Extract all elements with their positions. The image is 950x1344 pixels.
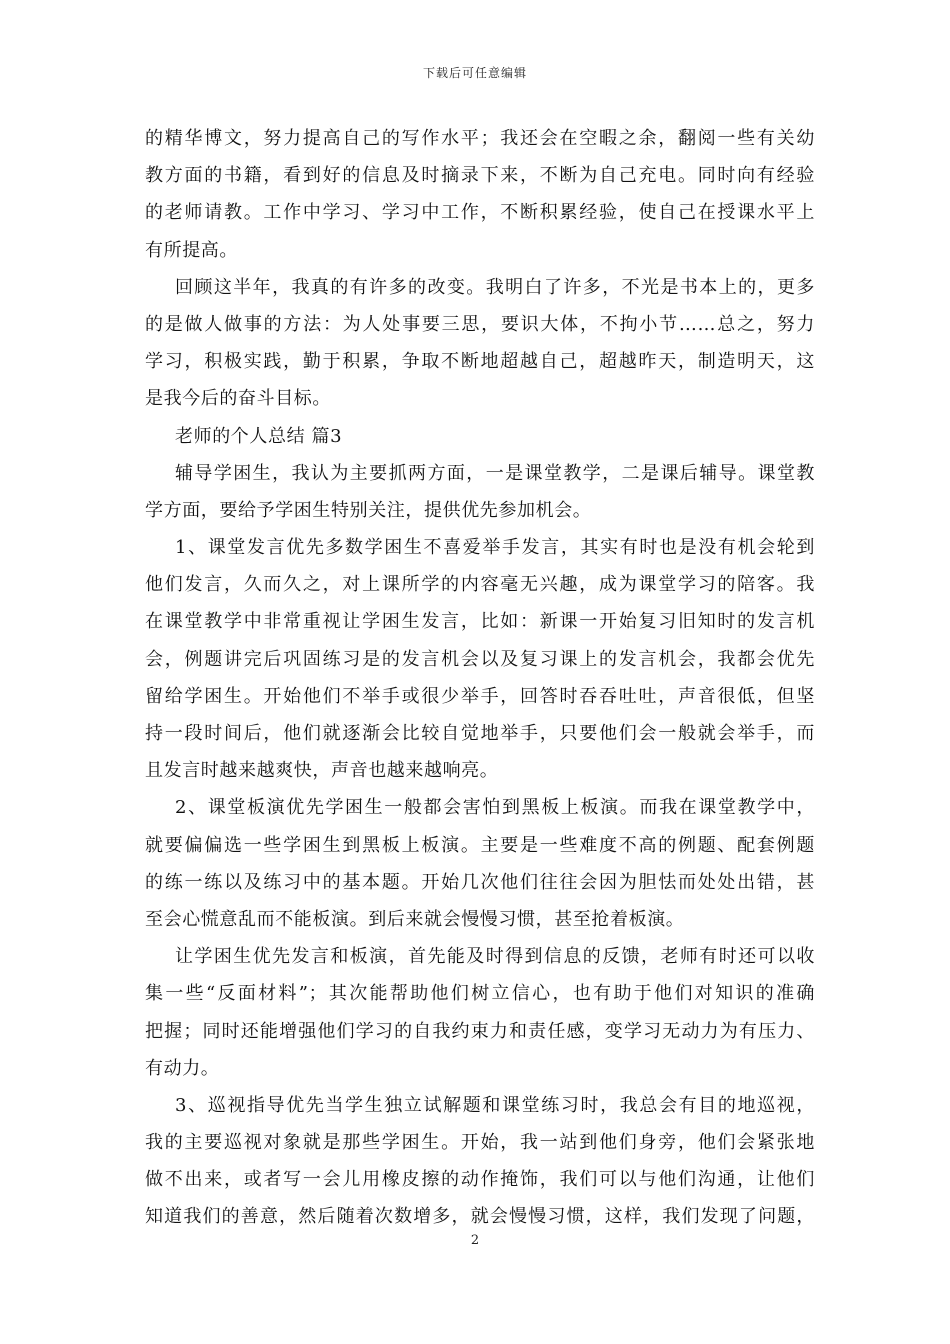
text-line: 集一些“反面材料”；其次能帮助他们树立信心，也有助于他们对知识的准确 xyxy=(145,983,815,1005)
text-line: 的练一练以及练习中的基本题。开始几次他们往往会因为胆怯而处处出错，甚 xyxy=(145,871,815,893)
text-line: 做不出来，或者写一会儿用橡皮擦的动作掩饰，我们可以与他们沟通，让他们 xyxy=(145,1169,815,1191)
text-line: 2、课堂板演优先学困生一般都会害怕到黑板上板演。而我在课堂教学中， xyxy=(175,797,815,819)
document-body xyxy=(145,120,815,1236)
text-line: 老师的个人总结 篇3 xyxy=(175,425,343,447)
text-line: 知道我们的善意，然后随着次数增多，就会慢慢习惯，这样，我们发现了问题， xyxy=(145,1206,815,1228)
text-line: 会，例题讲完后巩固练习是的发言机会以及复习课上的发言机会，我都会优先 xyxy=(145,648,815,670)
text-line: 我的主要巡视对象就是那些学困生。开始，我一站到他们身旁，他们会紧张地 xyxy=(145,1132,815,1154)
text-line: 就要偏偏选一些学困生到黑板上板演。主要是一些难度不高的例题、配套例题 xyxy=(145,834,815,856)
text-line: 有所提高。 xyxy=(145,239,238,261)
text-line: 1、课堂发言优先多数学困生不喜爱举手发言，其实有时也是没有机会轮到 xyxy=(175,537,815,559)
text-line: 辅导学困生，我认为主要抓两方面，一是课堂教学，二是课后辅导。课堂教 xyxy=(175,462,815,484)
text-line: 且发言时越来越爽快，声音也越来越响亮。 xyxy=(145,760,499,782)
text-line: 他们发言，久而久之，对上课所学的内容毫无兴趣，成为课堂学习的陪客。我 xyxy=(145,574,815,596)
text-line: 回顾这半年，我真的有许多的改变。我明白了许多，不光是书本上的，更多 xyxy=(175,276,815,298)
page-header: 下载后可任意编辑 xyxy=(422,66,527,80)
text-line: 有动力。 xyxy=(145,1057,220,1079)
text-line: 把握；同时还能增强他们学习的自我约束力和责任感，变学习无动力为有压力、 xyxy=(145,1020,815,1042)
text-line: 的老师请教。工作中学习、学习中工作，不断积累经验，使自己在授课水平上 xyxy=(145,202,815,224)
text-line: 学习，积极实践，勤于积累，争取不断地超越自己，超越昨天，制造明天，这 xyxy=(145,351,815,373)
text-line: 让学困生优先发言和板演，首先能及时得到信息的反馈，老师有时还可以收 xyxy=(175,946,815,968)
text-line: 留给学困生。开始他们不举手或很少举手，回答时吞吞吐吐，声音很低，但坚 xyxy=(145,685,815,707)
text-line: 学方面，要给予学困生特别关注，提供优先参加机会。 xyxy=(145,499,592,521)
text-line: 教方面的书籍，看到好的信息及时摘录下来，不断为自己充电。同时向有经验 xyxy=(145,165,815,187)
text-line: 是我今后的奋斗目标。 xyxy=(145,388,331,410)
text-line: 的精华博文，努力提高自己的写作水平；我还会在空暇之余，翻阅一些有关幼 xyxy=(145,128,815,149)
text-line: 3、巡视指导优先当学生独立试解题和课堂练习时，我总会有目的地巡视， xyxy=(175,1094,815,1116)
text-line: 至会心慌意乱而不能板演。到后来就会慢慢习惯，甚至抢着板演。 xyxy=(145,908,685,930)
text-line: 在课堂教学中非常重视让学困生发言，比如：新课一开始复习旧知时的发言机 xyxy=(145,611,815,633)
page-number: 2 xyxy=(470,1233,480,1248)
text-line: 持一段时间后，他们就逐渐会比较自觉地举手，只要他们会一般就会举手，而 xyxy=(145,723,815,744)
text-line: 的是做人做事的方法：为人处事要三思，要识大体，不拘小节……总之，努力 xyxy=(145,313,815,335)
